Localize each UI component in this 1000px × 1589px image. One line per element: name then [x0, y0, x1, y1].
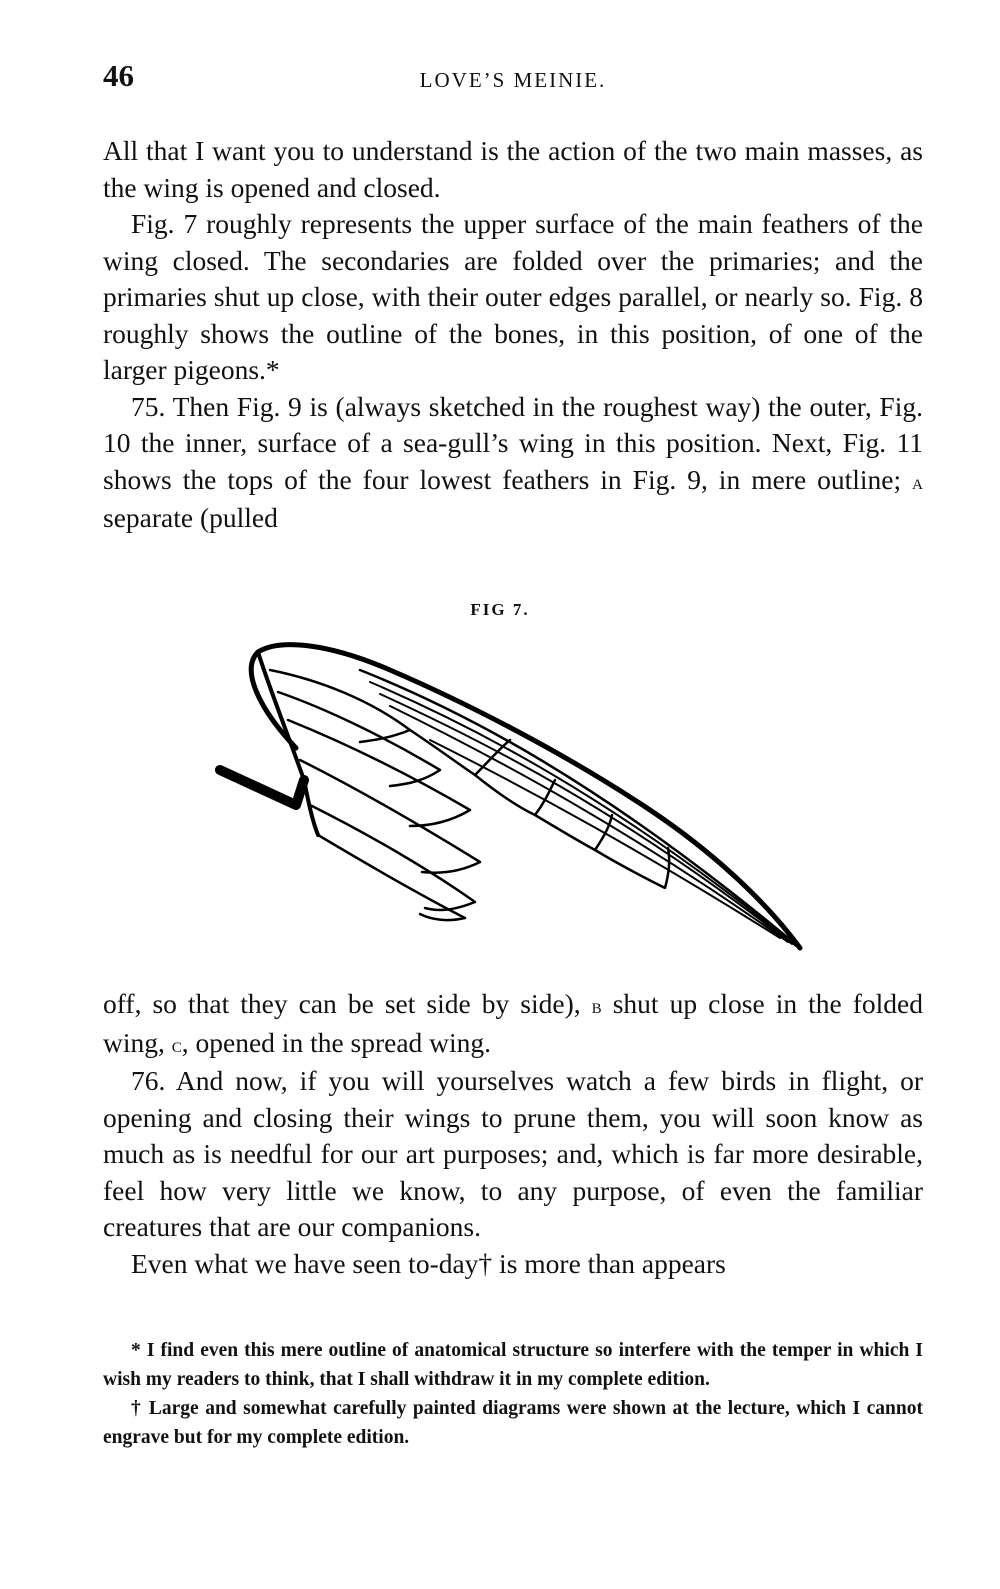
- paragraph-5: 76. And now, if you will yourselves watch a few birds in flight, or opening and closing their wings to prune them, you will soon know as much as is needful for our art purposes; and, which is far more desirable, feel how very little we know, to any purpose, of even the familiar creatures that are our companions.: [103, 1065, 923, 1242]
- paragraph-3: [103, 389, 923, 537]
- paragraph-4-text-a: off, so that they can be set side by side),: [103, 988, 581, 1019]
- paragraph-3-text-b: separate (pulled: [103, 502, 278, 533]
- running-title: LOVE’S MEINIE.: [419, 68, 607, 92]
- wing-wrist: [220, 770, 304, 805]
- page-header: [103, 58, 923, 98]
- label-c: c: [171, 1031, 182, 1057]
- body-text-top: [103, 133, 923, 537]
- body-text-bottom: [103, 986, 923, 1282]
- wing-outline: [251, 645, 800, 948]
- secondary-feather-5: [310, 805, 475, 910]
- label-a: a: [912, 468, 923, 494]
- figure-caption: FIG 7.: [470, 600, 530, 619]
- footnote-2: † Large and somewhat carefully painted diagrams were shown at the lecture, which I cannot engrave but for my complete edition.: [103, 1398, 923, 1448]
- tertial-feather-2: [475, 775, 555, 815]
- paragraph-2: Fig. 7 roughly represents the upper surface of the main feathers of the wing closed. The secondaries are folded over the primaries; and the primaries shut up close, with their outer edges parallel, or nearly so. Fig. 8 roughly shows the outline of the bones, in this position, of one of the larger pigeons.*: [103, 208, 923, 385]
- paragraph-1: All that I want you to understand is the action of the two main masses, as the wing is opened and closed.: [103, 135, 923, 203]
- footnote-1: * I find even this mere outline of anatomical structure so interfere with the temper in which I wish my readers to think, that I shall withdraw it in my complete edition.: [103, 1340, 923, 1390]
- paragraph-4: [103, 986, 923, 1063]
- paragraph-4-text-c: , opened in the spread wing.: [181, 1026, 492, 1058]
- footnotes: [103, 1336, 923, 1452]
- wing-illustration: [200, 630, 820, 980]
- label-b: b: [591, 993, 602, 1018]
- primary-line-1: [360, 670, 800, 948]
- page-number: 46: [103, 58, 134, 93]
- paragraph-6: Even what we have seen to-day† is more than appears: [131, 1247, 726, 1279]
- paragraph-4-text-b: shut up close in the folded wing,: [103, 988, 924, 1058]
- paragraph-3-text-a: 75. Then Fig. 9 is (always sketched in the roughest way) the outer, Fig. 10 the inner, surface of a sea-gull’s wing in this position. Next, Fig. 11 shows the tops of the four lowest feathers in Fig. 9, in mere outline;: [103, 390, 923, 495]
- secondary-feather-4: [300, 760, 480, 873]
- tertial-feather-1: [410, 730, 510, 775]
- primary-line-2: [370, 682, 796, 946]
- primary-line-5: [430, 740, 780, 938]
